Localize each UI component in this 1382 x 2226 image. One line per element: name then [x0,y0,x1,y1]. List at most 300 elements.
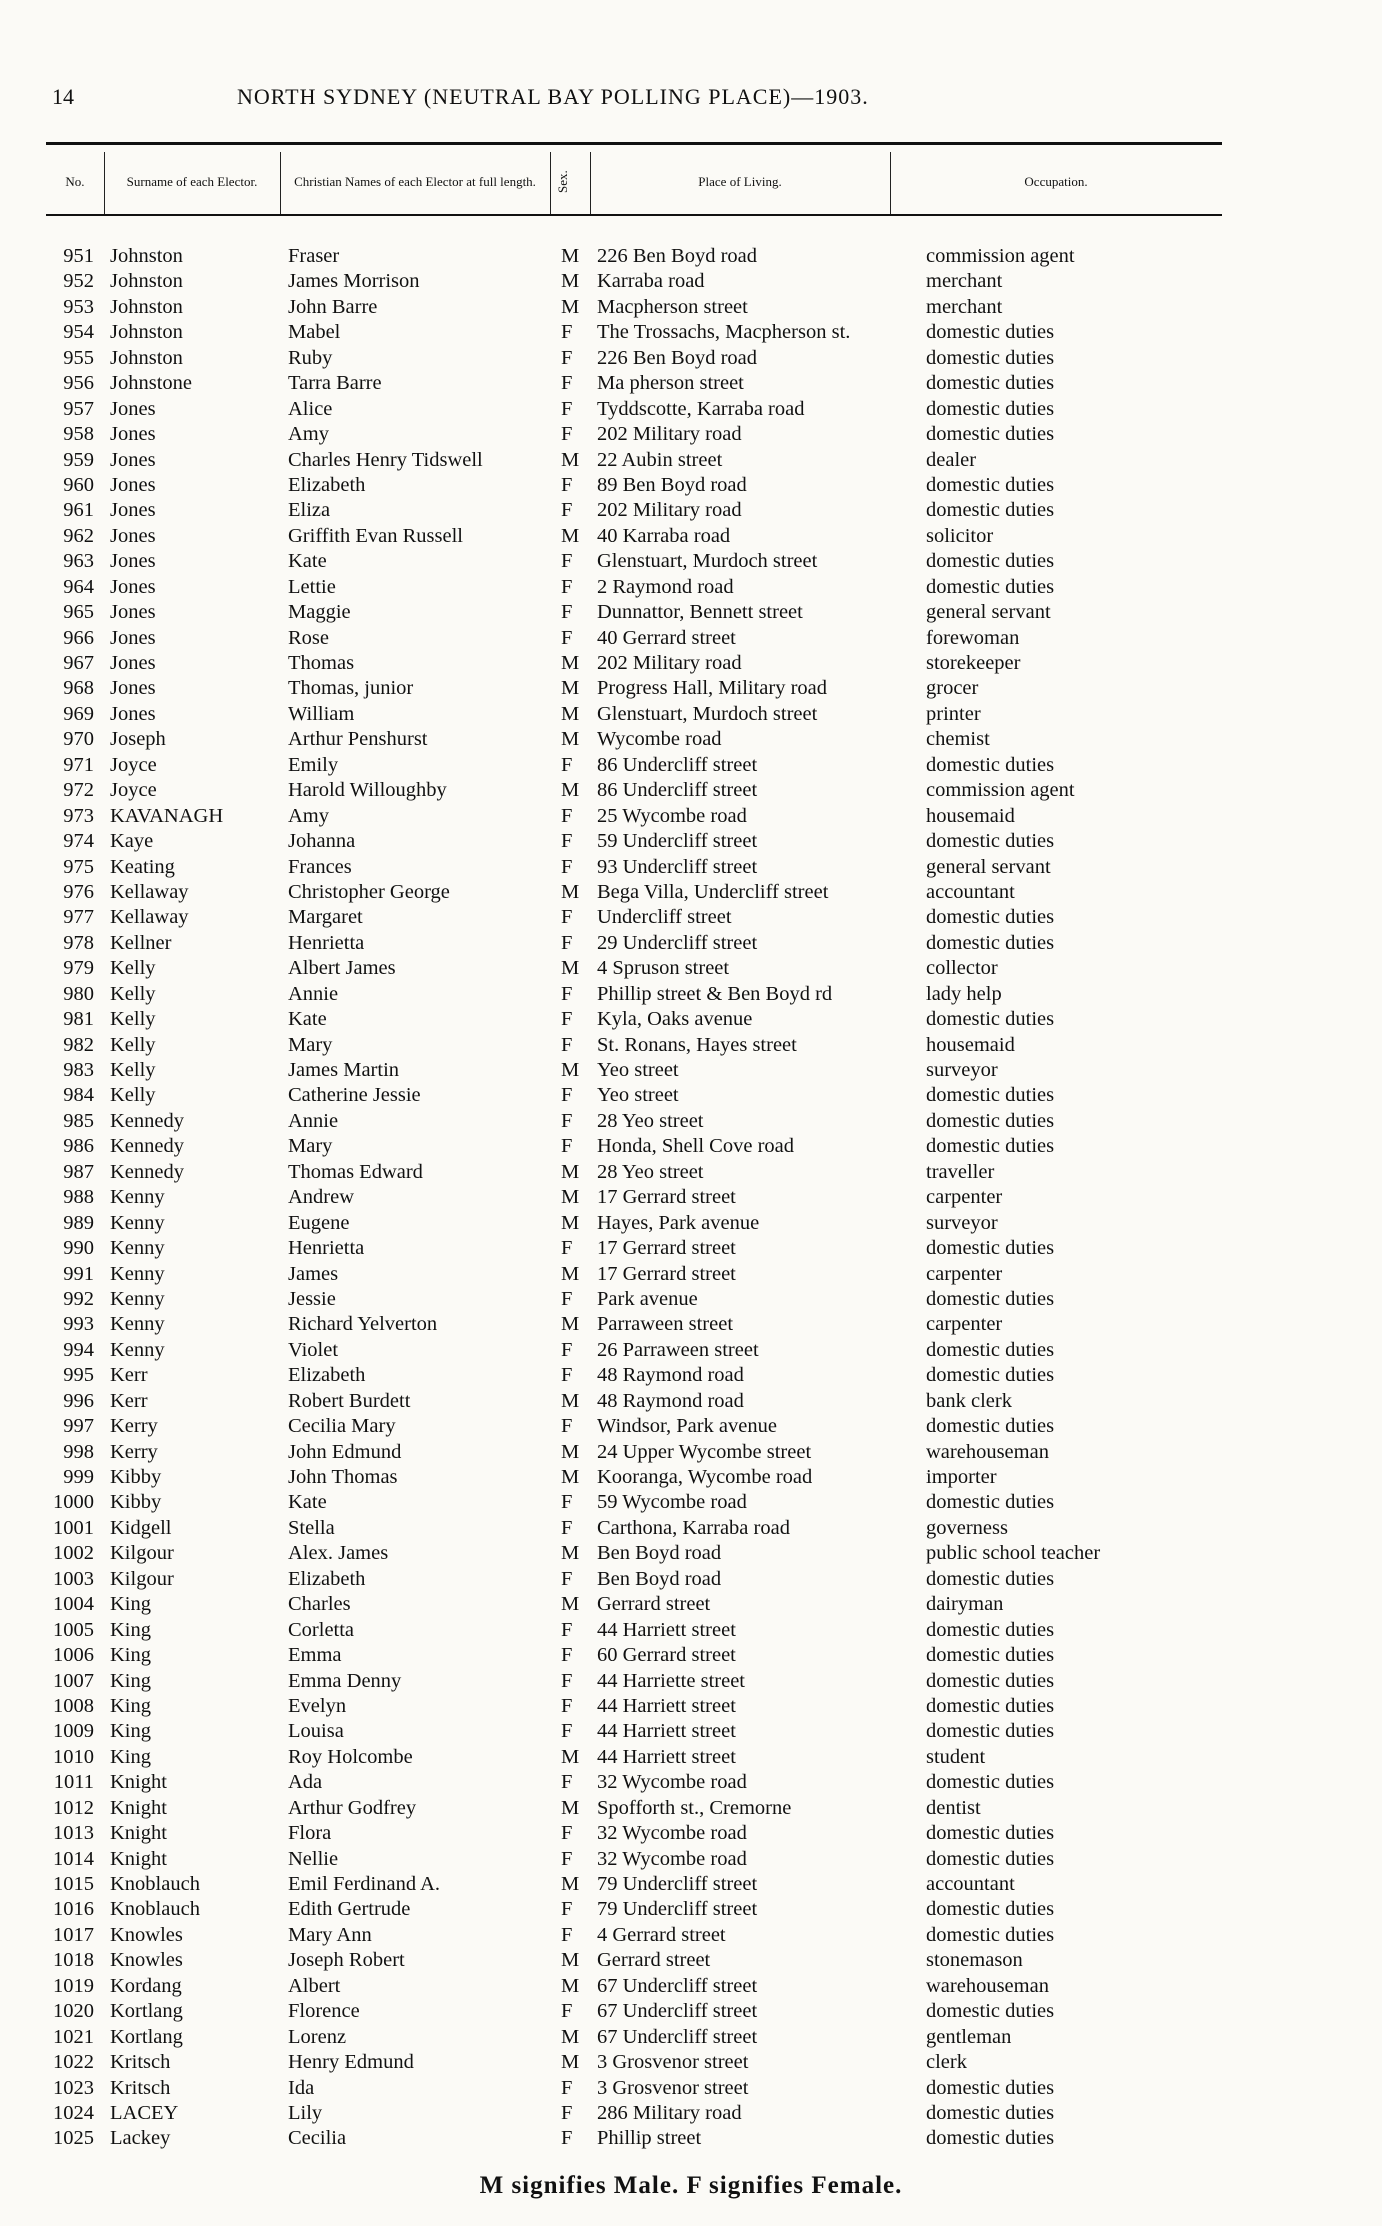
occupation: carpenter [926,1262,1003,1285]
christian-names: Eugene [288,1211,350,1234]
christian-names: Alex. James [288,1542,389,1565]
occupation: domestic duties [926,575,1055,598]
place-of-living: 67 Undercliff street [597,2025,758,2048]
occupation: domestic duties [926,2101,1055,2124]
elector-number: 1009 [53,1720,94,1743]
surname: Knoblauch [110,1873,200,1895]
occupation: merchant [926,295,1003,318]
table-row [0,346,1382,371]
sex: M [561,1389,580,1412]
elector-number: 954 [63,321,94,344]
occupation: domestic duties [926,499,1055,522]
occupation: domestic duties [926,1237,1055,1260]
occupation: dealer [926,448,977,471]
table-row [0,1974,1382,1999]
sex: F [561,1415,573,1438]
place-of-living: Dunnattor, Bennett street [597,601,803,624]
elector-number: 958 [63,423,94,446]
sex: F [561,804,573,827]
place-of-living: 79 Undercliff street [597,1898,758,1921]
sex: F [561,1237,573,1260]
place-of-living: 32 Wycombe road [597,1771,747,1794]
elector-number: 1003 [53,1567,94,1590]
page-number: 14 [52,84,74,109]
christian-names: Arthur Godfrey [288,1796,417,1819]
surname: Kennedy [110,1109,185,1132]
christian-names: John Edmund [288,1440,402,1463]
sex: F [561,1771,573,1794]
sex: M [561,1949,580,1972]
place-of-living: 89 Ben Boyd road [597,473,747,496]
place-of-living: Honda, Shell Cove road [597,1135,794,1158]
christian-names: Ada [288,1771,323,1794]
surname: King [110,1618,151,1641]
table-row [0,1999,1382,2024]
sex: M [561,677,580,700]
christian-names: Arthur Penshurst [288,728,428,751]
sex: F [561,2076,573,2099]
surname: Jones [110,397,156,420]
table-row [0,2126,1382,2151]
occupation: public school teacher [926,1542,1101,1565]
surname: Johnston [110,245,183,267]
surname: LACEY [110,2101,179,2124]
elector-number: 1015 [53,1873,94,1895]
christian-names: Henrietta [288,1237,365,1260]
table-row [0,1618,1382,1643]
surname: Kortlang [110,2000,183,2023]
place-of-living: 4 Spruson street [597,957,730,980]
elector-number: 989 [63,1211,94,1234]
table-row [0,982,1382,1007]
surname: King [110,1694,151,1717]
place-of-living: Ben Boyd road [597,1567,722,1590]
surname: Kritsch [110,2076,171,2099]
occupation: bank clerk [926,1389,1012,1412]
occupation: surveyor [926,1059,998,1081]
christian-names: Lettie [288,575,336,598]
sex: F [561,1084,573,1107]
elector-number: 995 [63,1364,94,1387]
elector-number: 999 [63,1466,94,1488]
sex: F [561,1618,573,1641]
occupation: domestic duties [926,1847,1055,1870]
elector-number: 1004 [53,1593,94,1616]
sex: M [561,2025,580,2048]
christian-names: Cecilia Mary [288,1415,396,1438]
occupation: domestic duties [926,1415,1055,1438]
christian-names: Flora [288,1822,332,1845]
elector-number: 1013 [53,1822,94,1845]
sex: F [561,1287,573,1310]
sex: F [561,397,573,420]
occupation: dentist [926,1796,981,1819]
sex: F [561,830,573,853]
occupation: housemaid [926,1033,1015,1056]
elector-number: 998 [63,1440,94,1463]
table-row [0,931,1382,956]
elector-number: 1010 [53,1745,94,1768]
surname: Jones [110,575,156,598]
place-of-living: The Trossachs, Macpherson st. [597,321,851,344]
table-row [0,1211,1382,1236]
table-row [0,626,1382,651]
elector-number: 971 [63,753,94,776]
sex: M [561,728,580,751]
christian-names: Thomas Edward [288,1160,423,1183]
sex: F [561,1669,573,1692]
elector-number: 976 [63,880,94,903]
sex: F [561,321,573,344]
elector-number: 985 [63,1109,94,1132]
sex: M [561,1466,580,1488]
occupation: domestic duties [926,2076,1055,2099]
surname: Knight [110,1796,167,1819]
table-row [0,2025,1382,2050]
christian-names: Lily [288,2101,323,2124]
occupation: dairyman [926,1593,1004,1616]
occupation: domestic duties [926,1084,1055,1107]
table-row [0,1414,1382,1439]
surname: Keating [110,855,175,878]
occupation: collector [926,957,998,980]
sex: F [561,575,573,598]
elector-number: 1023 [53,2076,94,2099]
table-row [0,676,1382,701]
occupation: stonemason [926,1949,1023,1972]
place-of-living: Gerrard street [597,1949,711,1972]
table-row [0,1134,1382,1159]
christian-names: Robert Burdett [288,1389,411,1412]
occupation: domestic duties [926,550,1055,573]
sex: F [561,626,573,649]
christian-names: Andrew [288,1186,355,1209]
christian-names: Catherine Jessie [288,1084,421,1107]
sex: M [561,1059,580,1081]
place-of-living: 3 Grosvenor street [597,2051,749,2074]
occupation: forewoman [926,626,1020,649]
column-divider [280,152,281,214]
sex: F [561,1847,573,1870]
place-of-living: Park avenue [597,1287,698,1310]
place-of-living: 40 Gerrard street [597,626,736,649]
occupation: warehouseman [926,1974,1049,1997]
elector-number: 981 [63,1008,94,1031]
christian-names: Kate [288,1491,327,1514]
sex: M [561,1211,580,1234]
elector-number: 960 [63,473,94,496]
table-row [0,1592,1382,1617]
header-bottom-rule [46,214,1222,216]
place-of-living: 93 Undercliff street [597,855,758,878]
elector-number: 1011 [53,1771,94,1794]
occupation: domestic duties [926,1923,1055,1946]
surname: Johnstone [110,372,192,395]
place-of-living: Glenstuart, Murdoch street [597,702,818,725]
christian-names: Harold Willoughby [288,779,447,802]
table-row [0,1058,1382,1083]
table-row [0,498,1382,523]
place-of-living: 202 Military road [597,423,742,446]
table-row [0,1923,1382,1948]
place-of-living: 286 Military road [597,2101,742,2124]
table-row [0,2101,1382,2126]
elector-number: 1017 [53,1923,94,1946]
table-row [0,2076,1382,2101]
place-of-living: 202 Military road [597,499,742,522]
elector-number: 1000 [53,1491,94,1514]
place-of-living: 60 Gerrard street [597,1644,736,1667]
sex: M [561,1974,580,1997]
column-header-place: Place of Living. [698,174,782,189]
table-row [0,1160,1382,1185]
place-of-living: Hayes, Park avenue [597,1211,760,1234]
occupation: clerk [926,2051,967,2074]
elector-number: 952 [63,270,94,293]
christian-names: Margaret [288,906,363,929]
surname: Kellaway [110,906,189,929]
elector-number: 953 [63,295,94,318]
place-of-living: Spofforth st., Cremorne [597,1796,792,1819]
elector-number: 977 [63,906,94,929]
column-divider [550,152,551,214]
elector-number: 984 [63,1084,94,1107]
sex: F [561,1491,573,1514]
surname: Kelly [110,1059,156,1081]
table-row [0,702,1382,727]
table-row [0,1948,1382,1973]
elector-number: 979 [63,957,94,980]
surname: Knoblauch [110,1898,200,1921]
christian-names: John Barre [288,295,378,318]
elector-list [0,244,1382,2152]
christian-names: Evelyn [288,1694,347,1717]
occupation: carpenter [926,1313,1003,1336]
surname: King [110,1745,151,1768]
surname: Kilgour [110,1567,174,1590]
table-row [0,1312,1382,1337]
occupation: domestic duties [926,1287,1055,1310]
elector-number: 961 [63,499,94,522]
occupation: domestic duties [926,1338,1055,1361]
christian-names: Kate [288,1008,327,1031]
table-row [0,1440,1382,1465]
elector-number: 1008 [53,1694,94,1717]
occupation: domestic duties [926,1008,1055,1031]
elector-number: 974 [63,830,94,853]
christian-names: Edith Gertrude [288,1898,411,1921]
surname: Jones [110,626,156,649]
surname: Jones [110,499,156,522]
surname: Knowles [110,1949,183,1972]
elector-number: 990 [63,1237,94,1260]
sex: M [561,1745,580,1768]
surname: Kritsch [110,2051,171,2074]
christian-names: Elizabeth [288,1567,366,1590]
christian-names: Albert [288,1974,341,1997]
surname: Johnston [110,295,183,318]
surname: King [110,1593,151,1616]
christian-names: Stella [288,1516,335,1539]
christian-names: Mabel [288,321,341,344]
surname: Jones [110,473,156,496]
christian-names: Frances [288,855,352,878]
occupation: domestic duties [926,906,1055,929]
place-of-living: Ben Boyd road [597,1542,722,1565]
christian-names: Ruby [288,346,333,369]
elector-number: 1006 [53,1644,94,1667]
surname: King [110,1669,151,1692]
sex: F [561,1720,573,1743]
surname: Jones [110,601,156,624]
elector-number: 964 [63,575,94,598]
surname: Kelly [110,1033,156,1056]
surname: Jones [110,524,156,547]
elector-number: 955 [63,346,94,369]
table-row [0,549,1382,574]
place-of-living: Parraween street [597,1313,734,1336]
surname: Jones [110,423,156,446]
place-of-living: 29 Undercliff street [597,931,758,954]
occupation: domestic duties [926,1898,1055,1921]
table-row [0,320,1382,345]
elector-number: 1012 [53,1796,94,1819]
sex: M [561,1160,580,1183]
occupation: traveller [926,1160,995,1183]
place-of-living: 79 Undercliff street [597,1873,758,1895]
place-of-living: Ma pherson street [597,372,744,395]
surname: Kerry [110,1440,158,1463]
sex: M [561,448,580,471]
surname: Kenny [110,1186,165,1209]
table-row [0,1745,1382,1770]
surname: Knight [110,1822,167,1845]
christian-names: Thomas, junior [288,677,414,700]
elector-number: 951 [63,245,94,267]
sex: F [561,2101,573,2124]
christian-names: Emma [288,1644,342,1667]
occupation: domestic duties [926,753,1055,776]
place-of-living: 44 Harriett street [597,1745,736,1768]
place-of-living: Carthona, Karraba road [597,1516,790,1539]
elector-number: 1020 [53,2000,94,2023]
christian-names: Annie [288,982,339,1005]
elector-number: 997 [63,1415,94,1438]
elector-number: 969 [63,702,94,725]
christian-names: Louisa [288,1720,344,1743]
surname: King [110,1720,151,1743]
table-row [0,1338,1382,1363]
elector-number: 1014 [53,1847,94,1870]
surname: Joyce [110,753,157,776]
place-of-living: 67 Undercliff street [597,1974,758,1997]
surname: Kortlang [110,2025,183,2048]
occupation: general servant [926,855,1051,878]
table-row [0,778,1382,803]
sex: F [561,1364,573,1387]
table-row [0,371,1382,396]
christian-names: Cecilia [288,2127,347,2150]
sex: F [561,2127,573,2150]
elector-number: 996 [63,1389,94,1412]
christian-names: Emma Denny [288,1669,402,1692]
christian-names: Corletta [288,1618,355,1641]
christian-names: Lorenz [288,2025,347,2048]
christian-names: Mary [288,1033,333,1056]
elector-number: 959 [63,448,94,471]
sex: M [561,1593,580,1616]
surname: Kordang [110,1974,182,1997]
christian-names: Alice [288,397,333,420]
occupation: domestic duties [926,321,1055,344]
occupation: domestic duties [926,1491,1055,1514]
surname: Kibby [110,1466,162,1488]
sex: F [561,1694,573,1717]
elector-number: 987 [63,1160,94,1183]
table-row [0,1872,1382,1897]
elector-number: 986 [63,1135,94,1158]
christian-names: Charles [288,1593,351,1616]
elector-number: 957 [63,397,94,420]
sex: F [561,346,573,369]
place-of-living: 17 Gerrard street [597,1237,736,1260]
christian-names: Emily [288,753,339,776]
sex: F [561,1338,573,1361]
column-header-sex: Sex. [555,170,570,194]
elector-number: 1005 [53,1618,94,1641]
surname: Kidgell [110,1516,172,1539]
elector-number: 966 [63,626,94,649]
place-of-living: Yeo street [597,1059,679,1081]
table-row [0,1516,1382,1541]
table-row [0,1541,1382,1566]
place-of-living: 3 Grosvenor street [597,2076,749,2099]
place-of-living: 26 Parraween street [597,1338,759,1361]
table-row [0,1643,1382,1668]
elector-number: 983 [63,1059,94,1081]
place-of-living: 44 Harriett street [597,1720,736,1743]
surname: Kenny [110,1211,165,1234]
surname: Kibby [110,1491,162,1514]
table-row [0,1847,1382,1872]
elector-number: 1019 [53,1974,94,1997]
christian-names: Henry Edmund [288,2051,414,2074]
christian-names: Roy Holcombe [288,1745,413,1768]
surname: Jones [110,550,156,573]
occupation: importer [926,1466,997,1488]
occupation: chemist [926,728,990,751]
sex: M [561,2051,580,2074]
table-row [0,1389,1382,1414]
sex: F [561,473,573,496]
elector-number: 965 [63,601,94,624]
sex: F [561,1109,573,1132]
place-of-living: 226 Ben Boyd road [597,346,757,369]
place-of-living: 59 Undercliff street [597,830,758,853]
christian-names: Eliza [288,499,331,522]
christian-names: Ida [288,2076,315,2099]
table-row [0,1033,1382,1058]
legend-footer: M signifies Male. F signifies Female. [479,2172,903,2199]
place-of-living: Yeo street [597,1084,679,1107]
surname: Jones [110,448,156,471]
occupation: accountant [926,880,1015,903]
elector-number: 1018 [53,1949,94,1972]
header-top-rule [46,142,1222,145]
surname: Johnston [110,346,183,369]
elector-number: 970 [63,728,94,751]
christian-names: Johanna [288,830,356,853]
